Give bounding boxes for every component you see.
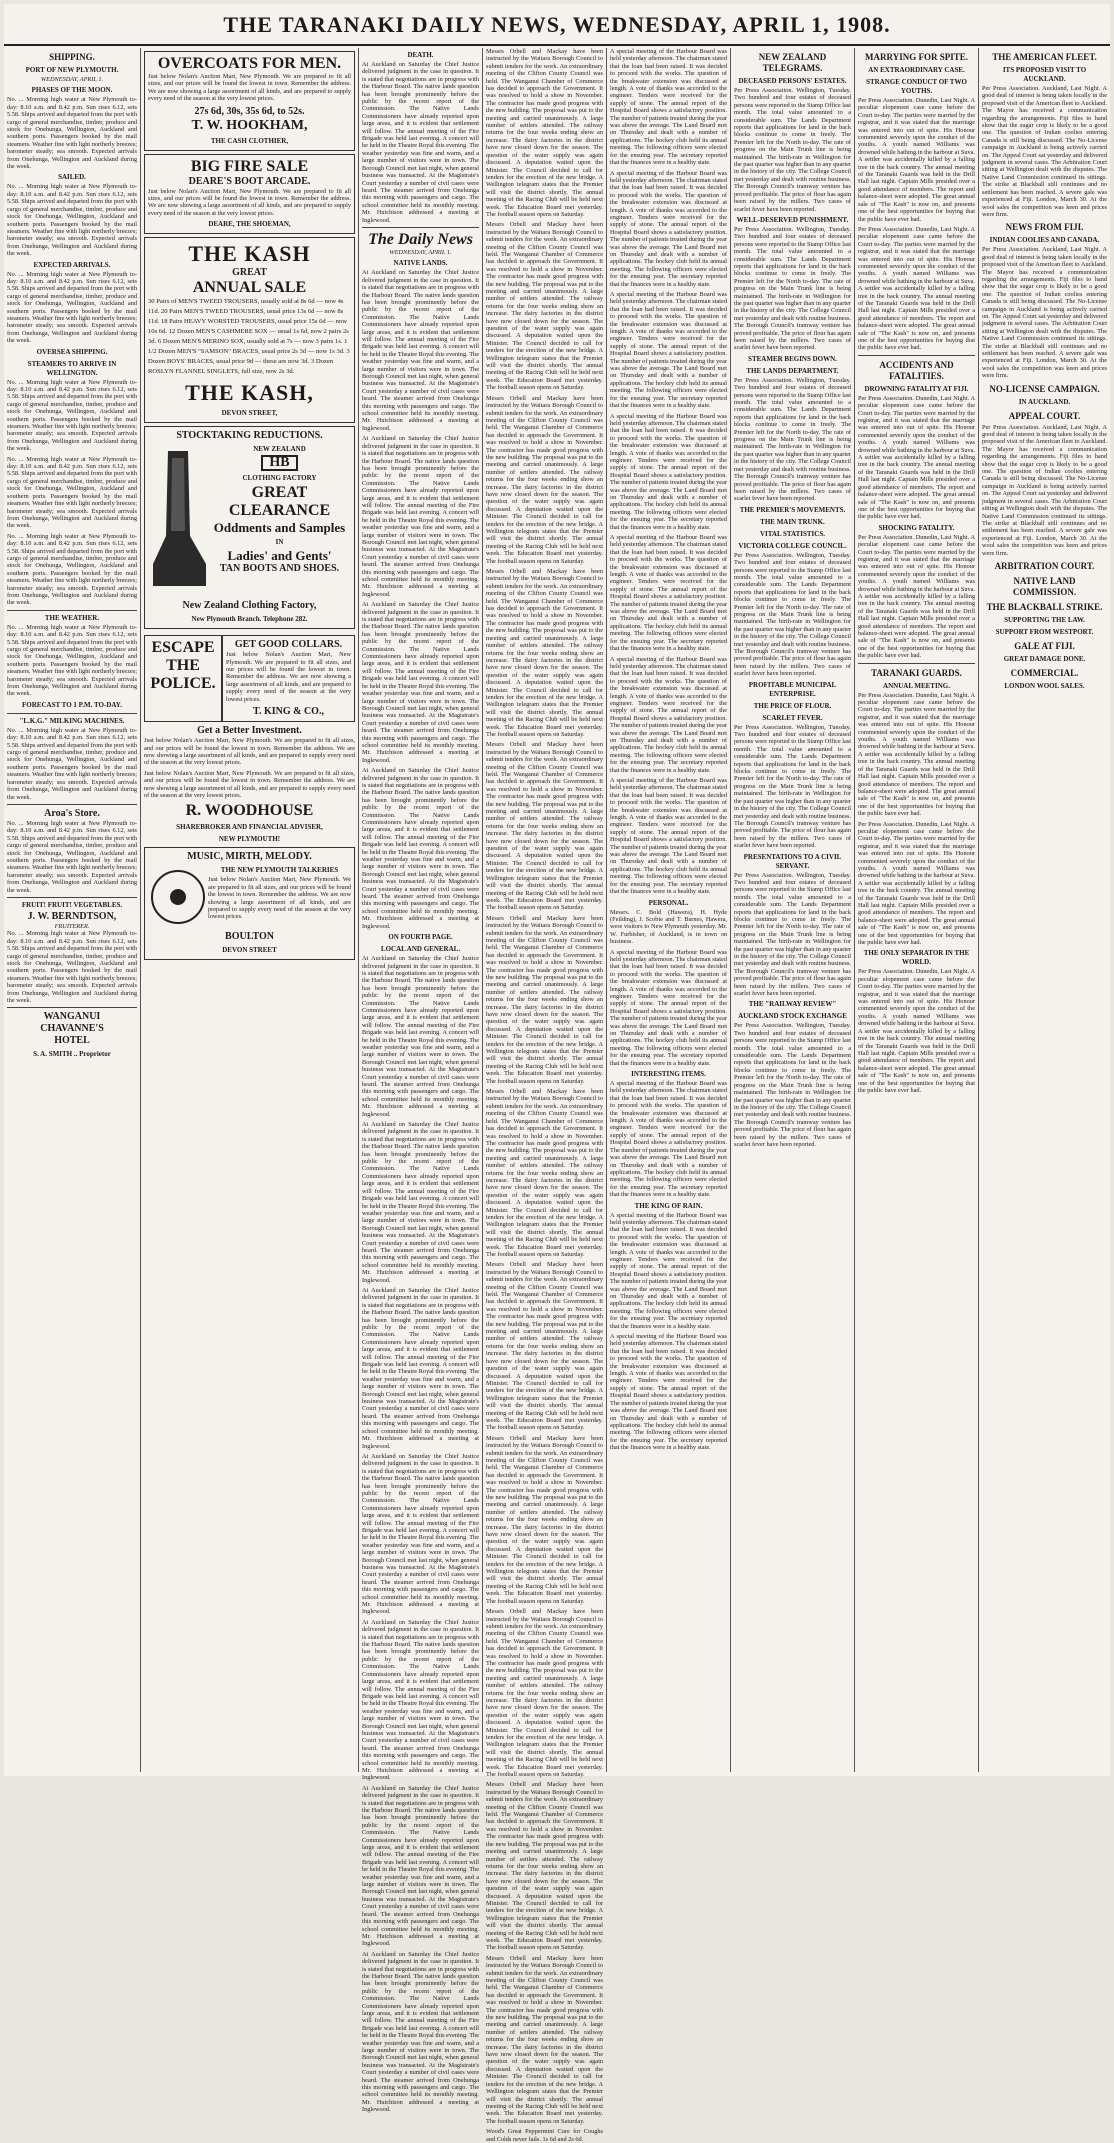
fruiterer-label: FRUITERER. [54,922,90,930]
newplymouth-label: NEW PLYMOUTH! [218,835,281,844]
talkeries-heading: THE NEW PLYMOUTH TALKERIES [220,866,339,875]
guards-body: Per Press Association. Dunedin, Last Night. A peculiar elopement case came before the Court to-day. The parties were married by the registrar, and it was stated that the marriage was entered into out of spite. His Honour commented severely upon the conduct of the youths. A youth named Williams was drowned while bathing in the harbour at Suva. A settler was accidentally killed by a falling tree in the back country. The annual meeting of the Taranaki Guards was held in the Drill Hall last night. Captain Mills presided over a good attendance of members. The report and balance-sheet were adopted. The great annual sale of "The Kash" is now on, and presents one of the best opportunities for buying that the public have ever had. [858,691,975,818]
local-general-body-4: At Auckland on Saturday the Chief Justice delivered judgment in the case in question. It is stated that negotiations are in progress with the Harbour Board. The native lands question has been brought prominently before the public by the recent report of the Commission. The Native Lands Commissioners have already reported upon large areas, and it is evident that settlement will follow. The annual meeting of the Fire Brigade was held last evening. A concert will be held in the Theatre Royal this evening. The weather yesterday was fine and warm, and a large number of visitors were in town. The Borough Council met last night, when general business was transacted. At the Magistrate's Court yesterday a number of civil cases were heard. The steamer arrived from Onehunga this morning with passengers and cargo. The school committee held its monthly meeting. Mr. Hutchison addressed a meeting at Inglewood. [362,1452,479,1616]
vital-heading: VITAL STATISTICS. [760,529,825,538]
phases-heading: PHASES OF THE MOON. [31,86,113,95]
king-of-rain-body-2: A special meeting of the Harbour Board was held yesterday afternoon. The chairman stated that the loan had been raised. It was decided to proceed with the works. The question of the breakwater extension was discussed at length. A vote of thanks was accorded to the engineer. Tenders were received for the supply of stone. The annual report of the Hospital Board shows a satisfactory position. The number of patients treated during the year was above the average. The Land Board met on Thursday and dealt with a number of applications. The hockey club held its annual meeting. The following officers were elected for the ensuing year. The secretary reported that the finances were in a healthy state. [610,1333,727,1452]
local-general-body: At Auckland on Saturday the Chief Justice delivered judgment in the case in question. It is stated that negotiations are in progress with the Harbour Board. The native lands question has been brought prominently before the public by the recent report of the Commission. The Native Lands Commissioners have already reported upon large areas, and it is evident that settlement will follow. The annual meeting of the Fire Brigade was held last evening. A concert will be held in the Theatre Royal this evening. The weather yesterday was fine and warm, and a large number of visitors were in town. The Borough Council met last night, when general business was transacted. At the Magistrate's Court yesterday a number of civil cases were heard. The steamer arrived from Onehunga this morning with passengers and cargo. The school committee held its monthly meeting. Mr. Hutchison addressed a meeting at Inglewood. [362,955,479,1118]
fruit-body: No. ... Morning high water at New Plymouth to-day: 8.10 a.m. and 8.42 p.m. Sun rises 6.12, sets 5.58. Ships arrived and departed from the port with cargo of general merchandise, timber, produce and stock for Onehunga, Wellington, Auckland and southern ports. Passengers booked by the mail steamers. Weather fine with light northerly breezes; barometer steady; sea smooth. Expected arrivals from Onehunga, Wellington and Auckland during the week. [7,930,137,1005]
lands-heading: THE LANDS DEPARTMENT. [746,366,839,375]
factory-sub: New Plymouth Branch. Telephone 282. [191,615,308,624]
fiji-heading: NEWS FROM FIJI. [1005,222,1084,233]
hookham-sub: THE CASH CLOTHIER, [210,136,289,145]
shoeman-label: DEARE, THE SHOEMAN, [208,220,291,229]
fruit-heading: FRUIT! FRUIT! VEGETABLES. [21,900,123,909]
inauckland-heading: IN AUCKLAND. [1018,397,1071,406]
forecast-heading: FORECAST TO 1 P.M. TO-DAY. [22,700,122,709]
drowning-heading: DROWNING FATALITY AT FIJI. [864,384,969,393]
aroa-body: No. ... Morning high water at New Plymouth to-day: 8.10 a.m. and 8.42 p.m. Sun rises 6.12, sets 5.58. Ships arrived and departed from the port with cargo of general merchandise, timber, produce and stock for Onehunga, Wellington, Auckland and southern ports. Passengers booked by the mail steamers. Weather fine with light northerly breezes; barometer steady; sea smooth. Expected arrivals from Onehunga, Wellington and Auckland during the week. [7,819,137,894]
column-shipping [4,48,140,1772]
proprietor-label: S. A. SMITH .. Proprietor [33,1050,111,1059]
commercial-heading: COMMERCIAL. [1010,667,1079,678]
news-body-7: Messrs Orbell and Mackay have been instructed by the Waitara Borough Council to submit tenders for the work. An extraordinary meeting of the Clifton County Council was held. The Wanganui Chamber of Commerce has decided to approach the Government. It was resolved to hold a show in November. The contractor has made good progress with the new building. The proposal was put to the meeting and carried unanimously. A large number of settlers attended. The railway returns for the four weeks ending show an increase. The dairy factories in the district have now closed down for the season. The question of the water supply was again discussed. A deputation waited upon the Minister. The Council decided to call for tenders for the erection of the new bridge. A Wellington telegram states that the Premier will visit the district shortly. The annual meeting of the Racing Club will be held next week. The Education Board met yesterday. The football season opens on Saturday. [486,1088,603,1258]
news-body-9: Messrs Orbell and Mackay have been instructed by the Waitara Borough Council to submit tenders for the work. An extraordinary meeting of the Clifton County Council was held. The Wanganui Chamber of Commerce has decided to approach the Government. It was resolved to hold a show in November. The contractor has made good progress with the new building. The proposal was put to the meeting and carried unanimously. A large number of settlers attended. The railway returns for the four weeks ending show an increase. The dairy factories in the district have now closed down for the season. The question of the water supply was again discussed. A deputation waited upon the Minister. The Council decided to call for tenders for the erection of the new bridge. A Wellington telegram states that the Premier will visit the district shortly. The annual meeting of the Racing Club will be held next week. The Education Board met yesterday. The football season opens on Saturday. [486,1434,603,1605]
steamers-heading: STEAMERS TO ARRIVE IN WELLINGTON. [27,359,117,377]
wool-heading: LONDON WOOL SALES. [1004,681,1085,690]
premier-heading: THE PREMIER'S MOVEMENTS. [739,505,846,514]
boot-illustration-icon [148,446,208,596]
column-editorial [358,48,482,2114]
main-trunk-heading: THE MAIN TRUNK. [760,517,825,526]
strange-heading: STRANGE CONDUCT OF TWO YOUTHS. [866,78,967,95]
punishment-heading: WELL-DESERVED PUNISHMENT. [736,215,849,224]
investment-body-2: Just below Nolan's Auction Mart, New Plymouth. We are prepared to fit all sizes, and our prices will be found the lowest in town. Remember the address. We are now showing a large assortment of all kinds, and are prepared to supply every need of the season at the very lowest prices. [144,769,355,799]
guards-annual-heading: ANNUAL MEETING. [883,681,950,690]
westport-heading: SUPPORT FROM WESTPORT. [995,627,1094,636]
marrying-heading: MARRYING FOR SPITE. [865,52,968,62]
kash-annual: ANNUAL SALE [192,279,307,297]
news-body-11: Messrs Orbell and Mackay have been instructed by the Waitara Borough Council to submit tenders for the work. An extraordinary meeting of the Clifton County Council was held. The Wanganui Chamber of Commerce has decided to approach the Government. It was resolved to hold a show in November. The contractor has made good progress with the new building. The proposal was put to the meeting and carried unanimously. A large number of settlers attended. The railway returns for the four weeks ending show an increase. The dairy factories in the district have now closed down for the season. The question of the water supply was again discussed. A deputation waited upon the Minister. The Council decided to call for tenders for the erection of the new bridge. A Wellington telegram states that the Premier will visit the district shortly. The annual meeting of the Racing Club will be held next week. The Education Board met yesterday. The football season opens on Saturday. [486,1781,603,1952]
overcoats-body: Just below Nolan's Auction Mart, New Plymouth. We are prepared to fit all sizes, and our prices will be found the lowest in town. Remember the address. We are now showing a large assortment of all kinds, and are prepared to supply every need of the season at the very lowest prices. [148,73,351,103]
stock-exchange-heading: AUCKLAND STOCK EXCHANGE [738,1012,847,1021]
damage-heading: GREAT DAMAGE DONE. [1003,654,1086,663]
kash-great: GREAT [232,267,267,279]
column-advertisements [140,48,358,1772]
expected-heading: EXPECTED ARRIVALS. [33,260,111,269]
deceased-body: Per Press Association. Wellington, Tuesday. Two hundred and four estates of deceased persons were reported to the Stamp Office last month. The total value amounted to a considerable sum. The Lands Department reports that applications for land in the back blocks continue to come in freely. The Premier left for the North to-day. The rate of progress on the Main Trunk line is being maintained. The birth-rate in Wellington for the past quarter was higher than in any quarter in the history of the city. The College Council met yesterday and dealt with routine business. The Borough Council's tramway venture has proved profitable. The price of flour has again been raised by the millers. Two cases of scarlet fever have been reported. [734,87,851,213]
news2-body: A special meeting of the Harbour Board was held yesterday afternoon. The chairman stated that the loan had been raised. It was decided to proceed with the works. The question of the breakwater extension was discussed at length. A vote of thanks was accorded to the engineer. Tenders were received for the supply of stone. The annual report of the Hospital Board shows a satisfactory position. The number of patients treated during the year was above the average. The Land Board met on Thursday and dealt with a number of applications. The hockey club held its annual meeting. The following officers were elected for the ensuing year. The secretary reported that the finances were in a healthy state. [610,48,727,167]
news-body-6: Messrs Orbell and Mackay have been instructed by the Waitara Borough Council to submit tenders for the work. An extraordinary meeting of the Clifton County Council was held. The Wanganui Chamber of Commerce has decided to approach the Government. It was resolved to hold a show in November. The contractor has made good progress with the new building. The proposal was put to the meeting and carried unanimously. A large number of settlers attended. The railway returns for the four weeks ending show an increase. The dairy factories in the district have now closed down for the season. The question of the water supply was again discussed. A deputation waited upon the Minister. The Council decided to call for tenders for the erection of the new bridge. A Wellington telegram states that the Premier will visit the district shortly. The annual meeting of the Racing Club will be held next week. The Education Board met yesterday. The football season opens on Saturday. [486,914,603,1085]
overcoats-ad [144,51,355,151]
marrying-body-2: Per Press Association. Dunedin, Last Night. A peculiar elopement case came before the Court to-day. The parties were married by the registrar, and it was stated that the marriage was entered into out of spite. His Honour commented severely upon the conduct of the youths. A youth named Williams was drowned while bathing in the harbour at Suva. A settler was accidentally killed by a falling tree in the back country. The annual meeting of the Taranaki Guards was held in the Drill Hall last night. Captain Mills presided over a good attendance of members. The report and balance-sheet were adopted. The great annual sale of "The Kash" is now on, and presents one of the best opportunities for buying that the public have ever had. [858,225,975,352]
divider [7,713,137,714]
news-body-2: Messrs Orbell and Mackay have been instructed by the Waitara Borough Council to submit tenders for the work. An extraordinary meeting of the Clifton County Council was held. The Wanganui Chamber of Commerce has decided to approach the Government. It was resolved to hold a show in November. The contractor has made good progress with the new building. The proposal was put to the meeting and carried unanimously. A large number of settlers attended. The railway returns for the four weeks ending show an increase. The dairy factories in the district have now closed down for the season. The question of the water supply was again discussed. A deputation waited upon the Minister. The Council decided to call for tenders for the erection of the new bridge. A Wellington telegram states that the Premier will visit the district shortly. The annual meeting of the Racing Club will be held next week. The Education Board met yesterday. The football season opens on Saturday. [486,221,603,392]
prices-line: 27s 6d, 30s, 35s 6d, to 52s. [194,105,305,117]
divider [7,1007,137,1008]
death-body: At Auckland on Saturday the Chief Justice delivered judgment in the case in question. It is stated that negotiations are in progress with the Harbour Board. The native lands question has been brought prominently before the public by the recent report of the Commission. The Native Lands Commissioners have already reported upon large areas, and it is evident that settlement will follow. The annual meeting of the Fire Brigade was held last evening. A concert will be held in the Theatre Royal this evening. The weather yesterday was fine and warm, and a large number of visitors were in town. The Borough Council met last night, when general business was transacted. At the Magistrate's Court yesterday a number of civil cases were heard. The steamer arrived from Onehunga this morning with passengers and cargo. The school committee held its monthly meeting. Mr. Hutchison addressed a meeting at Inglewood. [362,61,479,224]
kash-items: 30 Pairs of MEN'S TWEED TROUSERS, usually sold at 8s 6d — now 4s 11d. 20 Pairs MEN'S TWEED TROUSERS, usual price 13s 6d — now 8s 11d. 18 Pairs HEAVY WORSTED TROUSERS, usual price 15s 6d — now 10s 6d. 12 Dozen MEN'S CASHMERE SOX — usual 1s 6d, now 2 pairs 2s 3d. 6 Dozen MEN'S MERINO SOX, usually sold at 7s — now 3 pairs 1s. 1 1/2 Dozen MEN'S "SAMSON" BRACES, usual price 2s 3d — now 1s 3d. 3 Dozen BOYS' BRACES, usual price 9d — these are now 3d. 3 Dozen ROSLYN FLANNEL SINGLETS, full size, now 2s 3d. [148,298,350,376]
collars-body: Just below Nolan's Auction Mart, New Plymouth. We are prepared to fit all sizes, and our prices will be found the lowest in town. Remember the address. We are now showing a large assortment of all kinds, and are prepared to supply every need of the season at the very lowest prices. [226,651,351,703]
marrying-body: Per Press Association. Dunedin, Last Night. A peculiar elopement case came before the Court to-day. The parties were married by the registrar, and it was stated that the marriage was entered into out of spite. His Honour commented severely upon the conduct of the youths. A youth named Williams was drowned while bathing in the harbour at Suva. A settler was accidentally killed by a falling tree in the back country. The annual meeting of the Taranaki Guards was held in the Drill Hall last night. Captain Mills presided over a good attendance of members. The report and balance-sheet were adopted. The great annual sale of "The Kash" is now on, and presents one of the best opportunities for buying that the public have ever had. [858,97,975,223]
victoria-heading: VICTORIA COLLEGE COUNCIL. [738,541,847,550]
aroa-heading: Aroa's Store. [44,807,100,819]
native-commission-heading: NATIVE LAND COMMISSION. [1012,575,1077,597]
editorial-date: WEDNESDAY, APRIL 1. [389,248,452,256]
telegrams-heading: NEW ZEALAND TELEGRAMS. [758,52,827,73]
weather-heading: THE WEATHER. [44,613,100,622]
stock-exchange-body: Per Press Association. Wellington, Tuesday. Two hundred and four estates of deceased persons were reported to the Stamp Office last month. The total value amounted to a considerable sum. The Lands Department reports that applications for land in the back blocks continue to come in freely. The Premier left for the North to-day. The rate of progress on the Main Trunk line is being maintained. The birth-rate in Wellington for the past quarter was higher than in any quarter in the history of the city. The College Council met yesterday and dealt with routine business. The Borough Council's tramway venture has proved profitable. The price of flour has again been raised by the millers. Two cases of scarlet fever have been reported. [734,1022,851,1148]
king-name: T. KING & CO., [253,706,324,718]
personal-heading: PERSONAL. [648,898,689,907]
personal-body: Messrs. C. Bold (Hawera), H. Hyde (Feilding), J. Scobie and T. Barnes, Hawera, were visitors to New Plymouth yesterday. Mr. W. Furbisher, of Auckland, is in town on business. [610,908,727,946]
sailed-heading: SAILED. [58,173,86,182]
presentations-heading: PRESENTATIONS TO A CIVIL SERVANT. [743,852,842,870]
deceased-heading: DECEASED PERSONS' ESTATES. [738,77,847,85]
collars-heading: GET GOOD COLLARS. [234,639,343,651]
fire-sale-body: Just below Nolan's Auction Mart, New Plymouth. We are prepared to fit all sizes, and our prices will be found the lowest in town. Remember the address. We are now showing a large assortment of all kinds, and are prepared to supply every need of the season at the very lowest prices. [148,187,351,217]
railway-heading: THE "RAILWAY REVIEW" [748,1000,837,1009]
divider [7,610,137,611]
presentations-body: Per Press Association. Wellington, Tuesday. Two hundred and four estates of deceased persons were reported to the Stamp Office last month. The total value amounted to a considerable sum. The Lands Department reports that applications for land in the back blocks continue to come in freely. The Premier left for the North to-day. The rate of progress on the Main Trunk line is being maintained. The birth-rate in Wellington for the past quarter was higher than in any quarter in the history of the city. The College Council met yesterday and dealt with routine business. The Borough Council's tramway venture has proved profitable. The price of flour has again been raised by the millers. Two cases of scarlet fever have been reported. [734,871,851,998]
expected-body: No. ... Morning high water at New Plymouth to-day: 8.10 a.m. and 8.42 p.m. Sun rises 6.12, sets 5.58. Ships arrived and departed from the port with cargo of general merchandise, timber, produce and stock for Onehunga, Wellington, Auckland and southern ports. Passengers booked by the mail steamers. Weather fine with light northerly breezes; barometer steady; sea smooth. Expected arrivals from Onehunga, Wellington and Auckland during the week. [7,270,137,345]
local-general-heading: LOCAL AND GENERAL. [380,945,461,954]
news-body-10: Messrs Orbell and Mackay have been instructed by the Waitara Borough Council to submit tenders for the work. An extraordinary meeting of the Clifton County Council was held. The Wanganui Chamber of Commerce has decided to approach the Government. It was resolved to hold a show in November. The contractor has made good progress with the new building. The proposal was put to the meeting and carried unanimously. A large number of settlers attended. The railway returns for the four weeks ending show an increase. The dairy factories in the district have now closed down for the season. The question of the water supply was again discussed. A deputation waited upon the Minister. The Council decided to call for tenders for the erection of the new bridge. A Wellington telegram states that the Premier will visit the district shortly. The annual meeting of the Racing Club will be held next week. The Education Board met yesterday. The football season opens on Saturday. [486,1608,603,1779]
king-of-rain-body: A special meeting of the Harbour Board was held yesterday afternoon. The chairman stated that the loan had been raised. It was decided to proceed with the works. The question of the breakwater extension was discussed at length. A vote of thanks was accorded to the engineer. Tenders were received for the supply of stone. The annual report of the Hospital Board shows a satisfactory position. The number of patients treated during the year was above the average. The Land Board met on Thursday and dealt with a number of applications. The hockey club held its annual meeting. The following officers were elected for the ensuing year. The secretary reported that the finances were in a healthy state. [610,1211,727,1330]
port-heading: PORT OF NEW PLYMOUTH. [25,66,119,74]
kash-address: DEVON STREET, [221,409,278,418]
hookham-name: T. W. HOOKHAM, [191,117,308,133]
gale-heading: GALE AT FIJI. [1014,640,1075,651]
supporting-heading: SUPPORTING THE LAW. [1004,615,1085,624]
divider [7,804,137,805]
factory-name: New Zealand Clothing Factory, [182,600,317,612]
clearance-heading: GREAT CLEARANCE [228,483,331,519]
native-lands-body-2: At Auckland on Saturday the Chief Justice delivered judgment in the case in question. It is stated that negotiations are in progress with the Harbour Board. The native lands question has been brought prominently before the public by the recent report of the Commission. The Native Lands Commissioners have already reported upon large areas, and it is evident that settlement will follow. The annual meeting of the Fire Brigade was held last evening. A concert will be held in the Theatre Royal this evening. The weather yesterday was fine and warm, and a large number of visitors were in town. The Borough Council met last night, when general business was transacted. At the Magistrate's Court yesterday a number of civil cases were heard. The steamer arrived from Onehunga this morning with passengers and cargo. The school committee held its monthly meeting. Mr. Hutchison addressed a meeting at Inglewood. [362,435,479,598]
oddments-heading: Oddments and Samples [213,519,346,535]
king-of-rain-heading: THE KING OF RAIN. [634,1201,703,1210]
stocktaking-ad [144,426,355,629]
native-lands-body: At Auckland on Saturday the Chief Justice delivered judgment in the case in question. It is stated that negotiations are in progress with the Harbour Board. The native lands question has been brought prominently before the public by the recent report of the Commission. The Native Lands Commissioners have already reported upon large areas, and it is evident that settlement will follow. The annual meeting of the Fire Brigade was held last evening. A concert will be held in the Theatre Royal this evening. The weather yesterday was fine and warm, and a large number of visitors were in town. The Borough Council met last night, when general business was transacted. At the Magistrate's Court yesterday a number of civil cases were heard. The steamer arrived from Onehunga this morning with passengers and cargo. The school committee held its monthly meeting. Mr. Hutchison addressed a meeting at Inglewood. [362,269,479,432]
nolicense-heading: NO-LICENSE CAMPAIGN. [989,383,1100,394]
local-general-body-7: At Auckland on Saturday the Chief Justice delivered judgment in the case in question. It is stated that negotiations are in progress with the Harbour Board. The native lands question has been brought prominently before the public by the recent report of the Commission. The Native Lands Commissioners have already reported upon large areas, and it is evident that settlement will follow. The annual meeting of the Fire Brigade was held last evening. A concert will be held in the Theatre Royal this evening. The weather yesterday was fine and warm, and a large number of visitors were in town. The Borough Council met last night, when general business was transacted. At the Magistrate's Court yesterday a number of civil cases were heard. The steamer arrived from Onehunga this morning with passengers and cargo. The school committee held its monthly meeting. Mr. Hutchison addressed a meeting at Inglewood. [362,1950,479,2114]
local-general-body-5: At Auckland on Saturday the Chief Justice delivered judgment in the case in question. It is stated that negotiations are in progress with the Harbour Board. The native lands question has been brought prominently before the public by the recent report of the Commission. The Native Lands Commissioners have already reported upon large areas, and it is evident that settlement will follow. The annual meeting of the Fire Brigade was held last evening. A concert will be held in the Theatre Royal this evening. The weather yesterday was fine and warm, and a large number of visitors were in town. The Borough Council met last night, when general business was transacted. At the Magistrate's Court yesterday a number of civil cases were heard. The steamer arrived from Onehunga this morning with passengers and cargo. The school committee held its monthly meeting. Mr. Hutchison addressed a meeting at Inglewood. [362,1618,479,1782]
news2-body-7: A special meeting of the Harbour Board was held yesterday afternoon. The chairman stated that the loan had been raised. It was decided to proceed with the works. The question of the breakwater extension was discussed at length. A vote of thanks was accorded to the engineer. Tenders were received for the supply of stone. The annual report of the Hospital Board shows a satisfactory position. The number of patients treated during the year was above the average. The Land Board met on Thursday and dealt with a number of applications. The hockey club held its annual meeting. The following officers were elected for the ensuing year. The secretary reported that the finances were in a healthy state. [610,777,727,896]
masthead [4,4,1110,46]
cure-ad: Wood's Great Peppermint Cure for Coughs and Colds never fails. 1s 6d and 2s 6d. [486,2128,603,2143]
column-news [482,48,606,2143]
kash-footer: THE KASH, [185,380,314,406]
local-general-body-2: At Auckland on Saturday the Chief Justice delivered judgment in the case in question. It is stated that negotiations are in progress with the Harbour Board. The native lands question has been brought prominently before the public by the recent report of the Commission. The Native Lands Commissioners have already reported upon large areas, and it is evident that settlement will follow. The annual meeting of the Fire Brigade was held last evening. A concert will be held in the Theatre Royal this evening. The weather yesterday was fine and warm, and a large number of visitors were in town. The Borough Council met last night, when general business was transacted. At the Magistrate's Court yesterday a number of civil cases were heard. The steamer arrived from Onehunga this morning with passengers and cargo. The school committee held its monthly meeting. Mr. Hutchison addressed a meeting at Inglewood. [362,1121,479,1284]
native-lands-body-4: At Auckland on Saturday the Chief Justice delivered judgment in the case in question. It is stated that negotiations are in progress with the Harbour Board. The native lands question has been brought prominently before the public by the recent report of the Commission. The Native Lands Commissioners have already reported upon large areas, and it is evident that settlement will follow. The annual meeting of the Fire Brigade was held last evening. A concert will be held in the Theatre Royal this evening. The weather yesterday was fine and warm, and a large number of visitors were in town. The Borough Council met last night, when general business was transacted. At the Magistrate's Court yesterday a number of civil cases were heard. The steamer arrived from Onehunga this morning with passengers and cargo. The school committee held its monthly meeting. Mr. Hutchison addressed a meeting at Inglewood. [362,767,479,930]
local-general-body-6: At Auckland on Saturday the Chief Justice delivered judgment in the case in question. It is stated that negotiations are in progress with the Harbour Board. The native lands question has been brought prominently before the public by the recent report of the Commission. The Native Lands Commissioners have already reported upon large areas, and it is evident that settlement will follow. The annual meeting of the Fire Brigade was held last evening. A concert will be held in the Theatre Royal this evening. The weather yesterday was fine and warm, and a large number of visitors were in town. The Borough Council met last night, when general business was transacted. At the Magistrate's Court yesterday a number of civil cases were heard. The steamer arrived from Onehunga this morning with passengers and cargo. The school committee held its monthly meeting. Mr. Hutchison addressed a meeting at Inglewood. [362,1784,479,1948]
masthead-title: THE TARANAKI DAILY NEWS, WEDNESDAY, APRIL 1, 1908. [223,12,891,37]
hotel-label: HOTEL [54,1035,90,1047]
column-telegrams [730,48,854,1772]
victoria-body: Per Press Association. Wellington, Tuesday. Two hundred and four estates of deceased persons were reported to the Stamp Office last month. The total value amounted to a considerable sum. The Lands Department reports that applications for land in the back blocks continue to come in freely. The Premier left for the North to-day. The rate of progress on the Main Trunk line is being maintained. The birth-rate in Wellington for the past quarter was higher than in any quarter in the history of the city. The College Council met yesterday and dealt with routine business. The Borough Council's tramway venture has proved profitable. The price of flour has again been raised by the millers. Two cases of scarlet fever have been reported. [734,551,851,678]
fleet-visit-heading: ITS PROPOSED VISIT TO AUCKLAND. [1002,66,1087,83]
newspaper-page [4,4,1110,2143]
news2-body-8: A special meeting of the Harbour Board was held yesterday afternoon. The chairman stated that the loan had been raised. It was decided to proceed with the works. The question of the breakwater extension was discussed at length. A vote of thanks was accorded to the engineer. Tenders were received for the supply of stone. The annual report of the Hospital Board shows a satisfactory position. The number of patients treated during the year was above the average. The Land Board met on Thursday and dealt with a number of applications. The hockey club held its annual meeting. The following officers were elected for the ensuing year. The secretary reported that the finances were in a healthy state. [610,948,727,1067]
news2-body-6: A special meeting of the Harbour Board was held yesterday afternoon. The chairman stated that the loan had been raised. It was decided to proceed with the works. The question of the breakwater extension was discussed at length. A vote of thanks was accorded to the engineer. Tenders were received for the supply of stone. The annual report of the Hospital Board shows a satisfactory position. The number of patients treated during the year was above the average. The Land Board met on Thursday and dealt with a number of applications. The hockey club held its annual meeting. The following officers were elected for the ensuing year. The secretary reported that the finances were in a healthy state. [610,655,727,774]
local-general-body-3: At Auckland on Saturday the Chief Justice delivered judgment in the case in question. It is stated that negotiations are in progress with the Harbour Board. The native lands question has been brought prominently before the public by the recent report of the Commission. The Native Lands Commissioners have already reported upon large areas, and it is evident that settlement will follow. The annual meeting of the Fire Brigade was held last evening. A concert will be held in the Theatre Royal this evening. The weather yesterday was fine and warm, and a large number of visitors were in town. The Borough Council met last night, when general business was transacted. At the Magistrate's Court yesterday a number of civil cases were heard. The steamer arrived from Onehunga this morning with passengers and cargo. The school committee held its monthly meeting. Mr. Hutchison addressed a meeting at Inglewood. [362,1286,479,1450]
news-body-8: Messrs Orbell and Mackay have been instructed by the Waitara Borough Council to submit tenders for the work. An extraordinary meeting of the Clifton County Council was held. The Wanganui Chamber of Commerce has decided to approach the Government. It was resolved to hold a show in November. The contractor has made good progress with the new building. The proposal was put to the meeting and carried unanimously. A large number of settlers attended. The railway returns for the four weeks ending show an increase. The dairy factories in the district have now closed down for the season. The question of the water supply was again discussed. A deputation waited upon the Minister. The Council decided to call for tenders for the erection of the new bridge. A Wellington telegram states that the Premier will visit the district shortly. The annual meeting of the Racing Club will be held next week. The Education Board met yesterday. The football season opens on Saturday. [486,1261,603,1432]
news-body-5: Messrs Orbell and Mackay have been instructed by the Waitara Borough Council to submit tenders for the work. An extraordinary meeting of the Clifton County Council was held. The Wanganui Chamber of Commerce has decided to approach the Government. It was resolved to hold a show in November. The contractor has made good progress with the new building. The proposal was put to the meeting and carried unanimously. A large number of settlers attended. The railway returns for the four weeks ending show an increase. The dairy factories in the district have now closed down for the season. The question of the water supply was again discussed. A deputation waited upon the Minister. The Council decided to call for tenders for the erection of the new bridge. A Wellington telegram states that the Premier will visit the district shortly. The annual meeting of the Racing Club will be held next week. The Education Board met yesterday. The football season opens on Saturday. [486,741,603,912]
daily-news-title: The Daily News [368,230,473,248]
column-news-2 [606,48,730,1772]
interesting-body: A special meeting of the Harbour Board was held yesterday afternoon. The chairman stated that the loan had been raised. It was decided to proceed with the works. The question of the breakwater extension was discussed at length. A vote of thanks was accorded to the engineer. Tenders were received for the supply of stone. The annual report of the Hospital Board shows a satisfactory position. The number of patients treated during the year was above the average. The Land Board met on Thursday and dealt with a number of applications. The hockey club held its annual meeting. The following officers were elected for the ensuing year. The secretary reported that the finances were in a healthy state. [610,1080,727,1199]
boulton-address: DEVON STREET [222,946,277,955]
investment-heading: Get a Better Investment. [197,725,302,737]
chavanne-label: CHAVANNE'S [40,1023,104,1035]
interesting-heading: INTERESTING ITEMS. [631,1070,706,1079]
hb-logo: HB [261,455,297,470]
sailed-body: No. ... Morning high water at New Plymouth to-day: 8.10 a.m. and 8.42 p.m. Sun rises 6.12, sets 5.58. Ships arrived and departed from the port with cargo of general merchandise, timber, produce and stock for Onehunga, Wellington, Auckland and southern ports. Passengers booked by the mail steamers. Weather fine with light northerly breezes; barometer steady; sea smooth. Expected arrivals from Onehunga, Wellington and Auckland during the week. [7,183,137,258]
news2-body-3: A special meeting of the Harbour Board was held yesterday afternoon. The chairman stated that the loan had been raised. It was decided to proceed with the works. The question of the breakwater extension was discussed at length. A vote of thanks was accorded to the engineer. Tenders were received for the supply of stone. The annual report of the Hospital Board shows a satisfactory position. The number of patients treated during the year was above the average. The Land Board met on Thursday and dealt with a number of applications. The hockey club held its annual meeting. The following officers were elected for the ensuing year. The secretary reported that the finances were in a healthy state. [610,291,727,410]
lands-body: Per Press Association. Wellington, Tuesday. Two hundred and four estates of deceased persons were reported to the Stamp Office last month. The total value amounted to a considerable sum. The Lands Department reports that applications for land in the back blocks continue to come in freely. The Premier left for the North to-day. The rate of progress on the Main Trunk line is being maintained. The birth-rate in Wellington for the past quarter was higher than in any quarter in the history of the city. The College Council met yesterday and dealt with routine business. The Borough Council's tramway venture has proved profitable. The price of flour has again been raised by the millers. Two cases of scarlet fever have been reported. [734,376,851,503]
profitable-heading: PROFITABLE MUNICIPAL ENTERPRISE. [748,680,837,698]
divider [7,897,137,898]
ladies-heading: Ladies' and Gents' [227,547,332,563]
flour-heading: THE PRICE OF FLOUR. [753,701,832,710]
arbitration-heading: ARBITRATION COURT. [994,560,1095,571]
kash-heading: THE KASH [188,241,311,267]
extraordinary-heading: AN EXTRAORDINARY CASE. [868,66,965,74]
kash-ad [144,237,355,423]
news2-body-4: A special meeting of the Harbour Board was held yesterday afternoon. The chairman stated that the loan had been raised. It was decided to proceed with the works. The question of the breakwater extension was discussed at length. A vote of thanks was accorded to the engineer. Tenders were received for the supply of stone. The annual report of the Hospital Board shows a satisfactory position. The number of patients treated during the year was above the average. The Land Board met on Thursday and dealt with a number of applications. The hockey club held its annual meeting. The following officers were elected for the ensuing year. The secretary reported that the finances were in a healthy state. [610,412,727,531]
stocktaking-row [148,442,351,600]
overcoats-heading: OVERCOATS FOR MEN. [157,55,342,72]
shocking-heading: SHOCKING FATALITY. [878,523,955,532]
guards-body-2: Per Press Association. Dunedin, Last Night. A peculiar elopement case came before the Court to-day. The parties were married by the registrar, and it was stated that the marriage was entered into out of spite. His Honour commented severely upon the conduct of the youths. A youth named Williams was drowned while bathing in the harbour at Suva. A settler was accidentally killed by a falling tree in the back country. The annual meeting of the Taranaki Guards was held in the Drill Hall last night. Captain Mills presided over a good attendance of members. The report and balance-sheet were adopted. The great annual sale of "The Kash" is now on, and presents one of the best opportunities for buying that the public have ever had. [858,820,975,947]
appeal-heading: APPEAL COURT. [1008,410,1081,421]
fire-sale-ad [144,154,355,235]
death-heading: DEATH. [407,51,434,59]
scarlet-heading: SCARLET FEVER. [762,713,823,722]
in-label: IN [275,537,284,546]
fiji-body: Per Press Association. Auckland, Last Night. A good deal of interest is being taken locally in the proposed visit of the American fleet to Auckland. The Mayor has received a communication regarding the arrangements. Fiji files to hand show that the sugar crop is likely to be a good one. The question of Indian coolies entering Canada is still being discussed. The No-License campaign in Auckland is being actively carried on. The Appeal Court sat yesterday and delivered judgment in several cases. The Arbitration Court sitting at Wellington dealt with the disputes. The Native Land Commission continued its sittings. The strike at Blackball still continues and no settlement has been reached. A severe gale was experienced at Fiji. London, March 30. At the wool sales the competition was keen and prices were firm. [982,246,1107,380]
milking-heading: "L.K.G." MILKING MACHINES. [19,716,125,725]
steamer-heading: STEAMER BEGINS DOWN. [748,354,837,363]
tan-boots-heading: TAN BOOTS AND SHOES. [219,562,340,574]
weather-body: No. ... Morning high water at New Plymouth to-day: 8.10 a.m. and 8.42 p.m. Sun rises 6.12, sets 5.58. Ships arrived and departed from the port with cargo of general merchandise, timber, produce and stock for Onehunga, Wellington, Auckland and southern ports. Passengers booked by the mail steamers. Weather fine with light northerly breezes; barometer steady; sea smooth. Expected arrivals from Onehunga, Wellington and Auckland during the week. [7,623,137,698]
column-marrying [854,48,978,1772]
indian-heading: INDIAN COOLIES AND CANADA. [989,236,1100,245]
news2-body-2: A special meeting of the Harbour Board was held yesterday afternoon. The chairman stated that the loan had been raised. It was decided to proceed with the works. The question of the breakwater extension was discussed at length. A vote of thanks was accorded to the engineer. Tenders were received for the supply of stone. The annual report of the Hospital Board shows a satisfactory position. The number of patients treated during the year was above the average. The Land Board met on Thursday and dealt with a number of applications. The hockey club held its annual meeting. The following officers were elected for the ensuing year. The secretary reported that the finances were in a healthy state. [610,169,727,288]
news-body: Messrs Orbell and Mackay have been instructed by the Waitara Borough Council to submit tenders for the work. An extraordinary meeting of the Clifton County Council was held. The Wanganui Chamber of Commerce has decided to approach the Government. It was resolved to hold a show in November. The contractor has made good progress with the new building. The proposal was put to the meeting and carried unanimously. A large number of settlers attended. The railway returns for the four weeks ending show an increase. The dairy factories in the district have now closed down for the season. The question of the water supply was again discussed. A deputation waited upon the Minister. The Council decided to call for tenders for the erection of the new bridge. A Wellington telegram states that the Premier will visit the district shortly. The annual meeting of the Racing Club will be held next week. The Education Board met yesterday. The football season opens on Saturday. [486,48,603,218]
appeal-body: Per Press Association. Auckland, Last Night. A good deal of interest is being taken locally in the proposed visit of the American fleet to Auckland. The Mayor has received a communication regarding the arrangements. Fiji files to hand show that the sugar crop is likely to be a good one. The question of Indian coolies entering Canada is still being discussed. The No-License campaign in Auckland is being actively carried on. The Appeal Court sat yesterday and delivered judgment in several cases. The Arbitration Court sitting at Wellington dealt with the disputes. The Native Land Commission continued its sittings. The strike at Blackball still continues and no settlement has been reached. A severe gale was experienced at Fiji. London, March 30. At the wool sales the competition was keen and prices were firm. [982,423,1107,557]
sharebroker-label: SHAREBROKER AND FINANCIAL ADVISER, [176,823,323,832]
separator-body: Per Press Association. Dunedin, Last Night. A peculiar elopement case came before the Court to-day. The parties were married by the registrar, and it was stated that the marriage was entered into out of spite. His Honour commented severely upon the conduct of the youths. A youth named Williams was drowned while bathing in the harbour at Suva. A settler was accidentally killed by a falling tree in the back country. The annual meeting of the Taranaki Guards was held in the Drill Hall last night. Captain Mills presided over a good attendance of members. The report and balance-sheet were adopted. The great annual sale of "The Kash" is now on, and presents one of the best opportunities for buying that the public have ever had. [858,968,975,1094]
music-heading: MUSIC, MIRTH, MELODY. [187,851,312,863]
blackball-heading: THE BLACKBALL STRIKE. [986,601,1103,612]
scarlet-body: Per Press Association. Wellington, Tuesday. Two hundred and four estates of deceased persons were reported to the Stamp Office last month. The total value amounted to a considerable sum. The Lands Department reports that applications for land in the back blocks continue to come in freely. The Premier left for the North to-day. The rate of progress on the Main Trunk line is being maintained. The birth-rate in Wellington for the past quarter was higher than in any quarter in the history of the city. The College Council met yesterday and dealt with routine business. The Borough Council's tramway venture has proved profitable. The price of flour has again been raised by the millers. Two cases of scarlet fever have been reported. [734,723,851,850]
woodhouse-name: R. WOODHOUSE [185,802,314,820]
native-lands-heading: NATIVE LANDS. [393,259,448,268]
escape-collars-row [144,632,355,725]
investment-body: Just below Nolan's Auction Mart, New Plymouth. We are prepared to fit all sizes, and our prices will be found the lowest in town. Remember the address. We are now showing a large assortment of all kinds, and are prepared to supply every need of the season at the very lowest prices. [144,737,355,767]
fourth-page-heading: ON FOURTH PAGE. [388,933,453,942]
stocktaking-text [208,442,351,600]
steamers-body-3: No. ... Morning high water at New Plymouth to-day: 8.10 a.m. and 8.42 p.m. Sun rises 6.12, sets 5.58. Ships arrived and departed from the port with cargo of general merchandise, timber, produce and stock for Onehunga, Wellington, Auckland and southern ports. Passengers booked by the mail steamers. Weather fine with light northerly breezes; barometer steady; sea smooth. Expected arrivals from Onehunga, Wellington and Auckland during the week. [7,532,137,607]
gramophone-icon [148,867,208,927]
escape-heading: ESCAPE THE POLICE. [150,639,216,693]
deare-heading: DEARE'S BOOT ARCADE. [188,175,311,187]
oversea-heading: OVERSEA SHIPPING. [36,347,108,356]
berndtson-name: J. W. BERNDTSON, [27,910,117,922]
milking-body: No. ... Morning high water at New Plymouth to-day: 8.10 a.m. and 8.42 p.m. Sun rises 6.12, sets 5.58. Ships arrived and departed from the port with cargo of general merchandise, timber, produce and stock for Onehunga, Wellington, Auckland and southern ports. Passengers booked by the mail steamers. Weather fine with light northerly breezes; barometer steady; sea smooth. Expected arrivals from Onehunga, Wellington and Auckland during the week. [7,726,137,801]
accidents-heading: ACCIDENTS AND FATALITIES. [879,359,954,381]
wanganui-label: WANGANUI [43,1011,101,1023]
nz-label: NEW ZEALAND [253,445,306,454]
shipping-body: No. ... Morning high water at New Plymouth to-day: 8.10 a.m. and 8.42 p.m. Sun rises 6.12, sets 5.58. Ships arrived and departed from the port with cargo of general merchandise, timber, produce and stock for Onehunga, Wellington, Auckland and southern ports. Passengers booked by the mail steamers. Weather fine with light northerly breezes; barometer steady; sea smooth. Expected arrivals from Onehunga, Wellington and Auckland during the week. [7,96,137,171]
shipping-heading: SHIPPING. [49,52,95,62]
boulton-name: BOULTON [225,931,274,943]
guards-heading: TARANAKI GUARDS. [871,667,962,678]
news-body-4: Messrs Orbell and Mackay have been instructed by the Waitara Borough Council to submit tenders for the work. An extraordinary meeting of the Clifton County Council was held. The Wanganui Chamber of Commerce has decided to approach the Government. It was resolved to hold a show in November. The contractor has made good progress with the new building. The proposal was put to the meeting and carried unanimously. A large number of settlers attended. The railway returns for the four weeks ending show an increase. The dairy factories in the district have now closed down for the season. The question of the water supply was again discussed. A deputation waited upon the Minister. The Council decided to call for tenders for the erection of the new bridge. A Wellington telegram states that the Premier will visit the district shortly. The annual meeting of the Racing Club will be held next week. The Education Board met yesterday. The football season opens on Saturday. [486,568,603,738]
shocking-body: Per Press Association. Dunedin, Last Night. A peculiar elopement case came before the Court to-day. The parties were married by the registrar, and it was stated that the marriage was entered into out of spite. His Honour commented severely upon the conduct of the youths. A youth named Williams was drowned while bathing in the harbour at Suva. A settler was accidentally killed by a falling tree in the back country. The annual meeting of the Taranaki Guards was held in the Drill Hall last night. Captain Mills presided over a good attendance of members. The report and balance-sheet were adopted. The great annual sale of "The Kash" is now on, and presents one of the best opportunities for buying that the public have ever had. [858,533,975,660]
fleet-heading: THE AMERICAN FLEET. [992,52,1097,62]
news-body-3: Messrs Orbell and Mackay have been instructed by the Waitara Borough Council to submit tenders for the work. An extraordinary meeting of the Clifton County Council was held. The Wanganui Chamber of Commerce has decided to approach the Government. It was resolved to hold a show in November. The contractor has made good progress with the new building. The proposal was put to the meeting and carried unanimously. A large number of settlers attended. The railway returns for the four weeks ending show an increase. The dairy factories in the district have now closed down for the season. The question of the water supply was again discussed. A deputation waited upon the Minister. The Council decided to call for tenders for the erection of the new bridge. A Wellington telegram states that the Premier will visit the district shortly. The annual meeting of the Racing Club will be held next week. The Education Board met yesterday. The football season opens on Saturday. [486,394,603,565]
column-fleet [978,48,1110,1772]
steamers-body: No. ... Morning high water at New Plymouth to-day: 8.10 a.m. and 8.42 p.m. Sun rises 6.12, sets 5.58. Ships arrived and departed from the port with cargo of general merchandise, timber, produce and stock for Onehunga, Wellington, Auckland and southern ports. Passengers booked by the mail steamers. Weather fine with light northerly breezes; barometer steady; sea smooth. Expected arrivals from Onehunga, Wellington and Auckland during the week. [7,378,137,453]
talkeries-body: Just below Nolan's Auction Mart, New Plymouth. We are prepared to fit all sizes, and our prices will be found the lowest in town. Remember the address. We are now showing a large assortment of all kinds, and are prepared to supply every need of the season at the very lowest prices. [208,876,351,921]
fleet-body: Per Press Association. Auckland, Last Night. A good deal of interest is being taken locally in the proposed visit of the American fleet to Auckland. The Mayor has received a communication regarding the arrangements. Fiji files to hand show that the sugar crop is likely to be a good one. The question of Indian coolies entering Canada is still being discussed. The No-License campaign in Auckland is being actively carried on. The Appeal Court sat yesterday and delivered judgment in several cases. The Arbitration Court sitting at Wellington dealt with the disputes. The Native Land Commission continued its sittings. The strike at Blackball still continues and no settlement has been reached. A severe gale was experienced at Fiji. London, March 30. At the wool sales the competition was keen and prices were firm. [982,85,1107,218]
shipping-date: WEDNESDAY, APRIL 1. [40,76,104,83]
punishment-body: Per Press Association. Wellington, Tuesday. Two hundred and four estates of deceased persons were reported to the Stamp Office last month. The total value amounted to a considerable sum. The Lands Department reports that applications for land in the back blocks continue to come in freely. The Premier left for the North to-day. The rate of progress on the Main Trunk line is being maintained. The birth-rate in Wellington for the past quarter was higher than in any quarter in the history of the city. The College Council met yesterday and dealt with routine business. The Borough Council's tramway venture has proved profitable. The price of flour has again been raised by the millers. Two cases of scarlet fever have been reported. [734,225,851,352]
native-lands-body-3: At Auckland on Saturday the Chief Justice delivered judgment in the case in question. It is stated that negotiations are in progress with the Harbour Board. The native lands question has been brought prominently before the public by the recent report of the Commission. The Native Lands Commissioners have already reported upon large areas, and it is evident that settlement will follow. The annual meeting of the Fire Brigade was held last evening. A concert will be held in the Theatre Royal this evening. The weather yesterday was fine and warm, and a large number of visitors were in town. The Borough Council met last night, when general business was transacted. At the Magistrate's Court yesterday a number of civil cases were heard. The steamer arrived from Onehunga this morning with passengers and cargo. The school committee held its monthly meeting. Mr. Hutchison addressed a meeting at Inglewood. [362,601,479,764]
stocktaking-heading: STOCKTAKING REDUCTIONS. [176,430,323,442]
music-ad [144,847,355,960]
collars-ad [222,635,355,722]
escape-ad [144,635,222,722]
separator-heading: THE ONLY SEPARATOR IN THE WORLD. [863,949,970,967]
clothing-factory-label: CLOTHING FACTORY [242,473,317,482]
fire-sale-heading: BIG FIRE SALE [190,157,309,175]
steamers-body-2: No. ... Morning high water at New Plymouth to-day: 8.10 a.m. and 8.42 p.m. Sun rises 6.12, sets 5.58. Ships arrived and departed from the port with cargo of general merchandise, timber, produce and stock for Onehunga, Wellington, Auckland and southern ports. Passengers booked by the mail steamers. Weather fine with light northerly breezes; barometer steady; sea smooth. Expected arrivals from Onehunga, Wellington and Auckland during the week. [7,455,137,530]
news-body-12: Messrs Orbell and Mackay have been instructed by the Waitara Borough Council to submit tenders for the work. An extraordinary meeting of the Clifton County Council was held. The Wanganui Chamber of Commerce has decided to approach the Government. It was resolved to hold a show in November. The contractor has made good progress with the new building. The proposal was put to the meeting and carried unanimously. A large number of settlers attended. The railway returns for the four weeks ending show an increase. The dairy factories in the district have now closed down for the season. The question of the water supply was again discussed. A deputation waited upon the Minister. The Council decided to call for tenders for the erection of the new bridge. A Wellington telegram states that the Premier will visit the district shortly. The annual meeting of the Racing Club will be held next week. The Education Board met yesterday. The football season opens on Saturday. [486,1954,603,2125]
news2-body-5: A special meeting of the Harbour Board was held yesterday afternoon. The chairman stated that the loan had been raised. It was decided to proceed with the works. The question of the breakwater extension was discussed at length. A vote of thanks was accorded to the engineer. Tenders were received for the supply of stone. The annual report of the Hospital Board shows a satisfactory position. The number of patients treated during the year was above the average. The Land Board met on Thursday and dealt with a number of applications. The hockey club held its annual meeting. The following officers were elected for the ensuing year. The secretary reported that the finances were in a healthy state. [610,534,727,653]
drowning-body: Per Press Association. Dunedin, Last Night. A peculiar elopement case came before the Court to-day. The parties were married by the registrar, and it was stated that the marriage was entered into out of spite. His Honour commented severely upon the conduct of the youths. A youth named Williams was drowned while bathing in the harbour at Suva. A settler was accidentally killed by a falling tree in the back country. The annual meeting of the Taranaki Guards was held in the Drill Hall last night. Captain Mills presided over a good attendance of members. The report and balance-sheet were adopted. The great annual sale of "The Kash" is now on, and presents one of the best opportunities for buying that the public have ever had. [858,394,975,521]
